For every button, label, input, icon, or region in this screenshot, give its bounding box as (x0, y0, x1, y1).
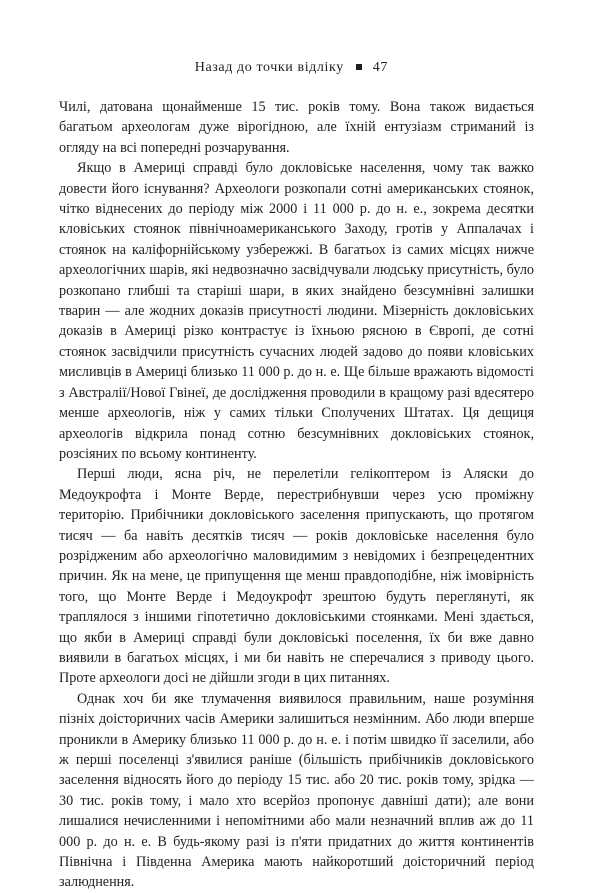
paragraph: Якщо в Америці справді було докловіське населення, чому так важко довести його існування? Археологи розкопали сотні американських стоянок, чітко віднесених до періоду між 2000 і 11 000 р. до н. е., зокрема десятки кловіських стоянок північноамериканського Заходу, гротів у Аппалачах і стоянок на каліфорнійському узбережжі. В багатьох із самих місцях нижче археологічних шарів, які недвозначно засвідчували людську присутність, було розкопано глибші та старіші шари, в яких знайдено безсумнівні залишки тварин — але жодних доказів присутності людини. Мізерність докловіських доказів в Америці різко контрастує із їхньою рясною в Європі, де сотні стоянок засвідчили присутність сучасних людей задово до появи кловіських мисливців в Америці близько 11 000 р. до н. е. Ще більше вражають відомості з Австралії/Нової Гвінеї, де дослідження проводили в кращому разі вдесятеро менше археологів, ніж у самих тільки Сполучених Штатах. Ця дещиця археологів відкрила понад сотню безсумнівних докловіських стоянок, розсіяних по всьому континенту. (59, 160, 534, 462)
paragraph: Однак хоч би яке тлумачення виявилося правильним, наше розуміння пізніх доісторичних часів Америки залишиться незмінним. Або люди вперше проникли в Америку близько 11 000 р. до н. е. і потім швидко її заселили, або ж перші поселенці з'явилися раніше (більшість прибічників докловіського заселення відносять його до періоду 15 тис. або 20 тис. років тому, зрідка — 30 тис. років тому, і мало хто всерйоз пропонує давніші дати); але вони лишалися нечисленними і непомітними або мали незначний вплив аж до 11 000 р. до н. е. В будь-якому разі із п'яти придатних до життя континентів Північна і Південна Америка мають найкоротший доісторичний період залюднення. (59, 690, 534, 891)
chapter-title: Назад до точки відліку (194, 60, 344, 75)
paragraph: Перші люди, ясна річ, не перелетіли гелікоптером із Аляски до Медоукрофта і Монте Верде, перестрибнувши через усю проміжну територію. Прибічники докловіського заселення припускають, що протягом тисяч — ба навіть десятків тисяч — років докловіське населення було розрідженим або археологічно маловидимим з невідомих і безпрецедентних причин. Як на мене, це припущення ще менш правдоподібне, ніж імовірність того, що Монте Верде і Медоукрофт зрештою будуть переглянуті, як траплялося з іншими гіпотетично докловіськими стоянками. Мені здається, що якби в Америці справді були докловіські поселення, їх би вже давно виявили в багатьох місцях, і ми би навіть не сперечалися з приводу цього. Проте археологи досі не дійшли згоди в цих питаннях. (59, 466, 534, 687)
body-text (59, 97, 534, 893)
page-number: 47 (372, 60, 388, 75)
separator-square (356, 64, 362, 70)
paragraph: Чилі, датована щонайменше 15 тис. років тому. Вона також видається багатьом археологам дуже вірогідною, але їхній ентузіазм стриманий із огляду на всі попередні розчарування. (59, 99, 534, 156)
running-head (195, 60, 388, 76)
